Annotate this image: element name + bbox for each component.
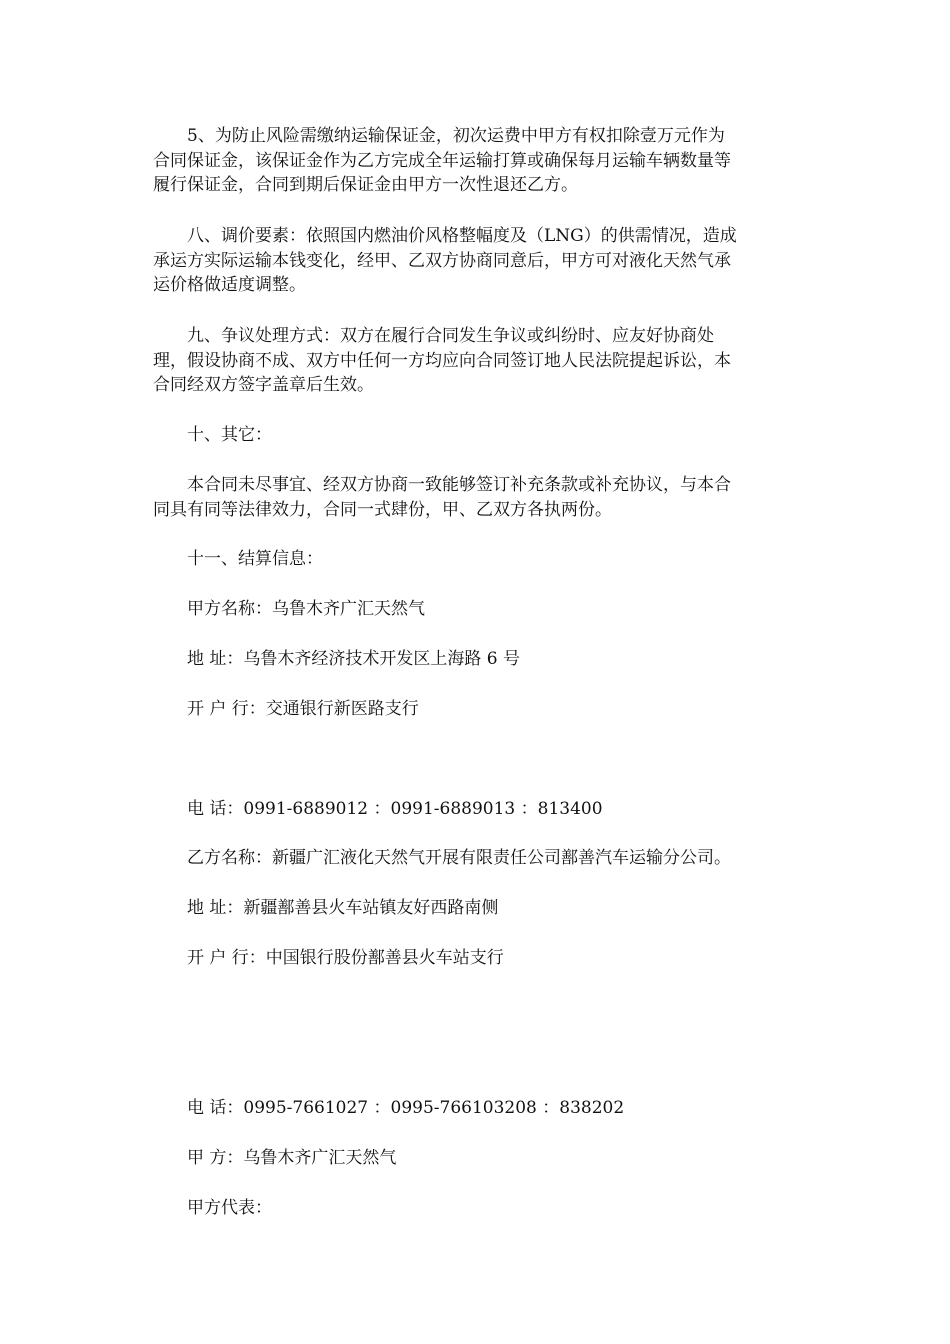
party-b-phone — [153, 1096, 803, 1121]
party-a-name — [153, 597, 803, 622]
signature-party-a — [153, 1146, 803, 1171]
text-line: 甲方名称：乌鲁木齐广汇天然气 — [187, 599, 425, 619]
clause-8-paragraph — [153, 224, 803, 298]
text-line: 开 户 行：交通银行新医路支行 — [187, 699, 419, 719]
text-line: 地 址：乌鲁木齐经济技术开发区上海路 6 号 — [187, 649, 521, 669]
text-line: 甲 方：乌鲁木齐广汇天然气 — [187, 1148, 397, 1168]
text-line: 地 址：新疆鄯善县火车站镇友好西路南侧 — [187, 898, 499, 918]
clause-9-paragraph — [153, 324, 803, 398]
text-line: 九、争议处理方式：双方在履行合同发生争议或纠纷时、应友好协商处 — [187, 326, 714, 346]
party-b-name — [153, 846, 803, 871]
clause-10-paragraph — [153, 473, 803, 522]
text-line: 合同保证金，该保证金作为乙方完成全年运输打算或确保每月运输车辆数量等 — [153, 150, 731, 171]
clause-5-paragraph — [153, 124, 803, 198]
text-line: 甲方代表： — [187, 1198, 272, 1218]
text-line: 电 话：0991-6889012 ：0991-6889013 ：813400 — [187, 799, 603, 819]
clause-10-heading — [153, 423, 803, 448]
text-line: 合同经双方签字盖章后生效。 — [153, 375, 374, 395]
party-a-address — [153, 647, 803, 672]
text-line: 开 户 行：中国银行股份鄯善县火车站支行 — [187, 948, 504, 968]
party-b-address — [153, 896, 803, 921]
text-line: 运价格做适度调整。 — [153, 275, 306, 295]
text-line: 同具有同等法律效力，合同一式肆份，甲、乙双方各执两份。 — [153, 499, 612, 520]
text-line: 5、为防止风险需缴纳运输保证金，初次运费中甲方有权扣除壹万元作为 — [187, 126, 725, 146]
text-line: 承运方实际运输本钱变化，经甲、乙双方协商同意后，甲方可对液化天然气承 — [153, 250, 731, 271]
text-line: 本合同未尽事宜、经双方协商一致能够签订补充条款或补充协议，与本合 — [187, 475, 731, 495]
signature-party-a-rep — [153, 1196, 803, 1221]
text-line: 乙方名称：新疆广汇液化天然气开展有限责任公司鄯善汽车运输分公司。 — [187, 848, 731, 868]
text-line: 十、其它： — [187, 425, 272, 445]
text-line: 八、调价要素：依照国内燃油价风格整幅度及（LNG）的供需情况，造成 — [187, 226, 737, 246]
party-a-bank — [153, 697, 803, 722]
settlement-heading — [153, 547, 803, 572]
text-line: 十一、结算信息： — [187, 549, 323, 569]
text-line: 履行保证金，合同到期后保证金由甲方一次性退还乙方。 — [153, 175, 578, 195]
text-line: 电 话：0995-7661027 ：0995-766103208 ：838202 — [187, 1098, 625, 1118]
party-b-bank — [153, 946, 803, 971]
text-line: 理，假设协商不成、双方中任何一方均应向合同签订地人民法院提起诉讼，本 — [153, 350, 731, 371]
party-a-phone — [153, 797, 803, 822]
